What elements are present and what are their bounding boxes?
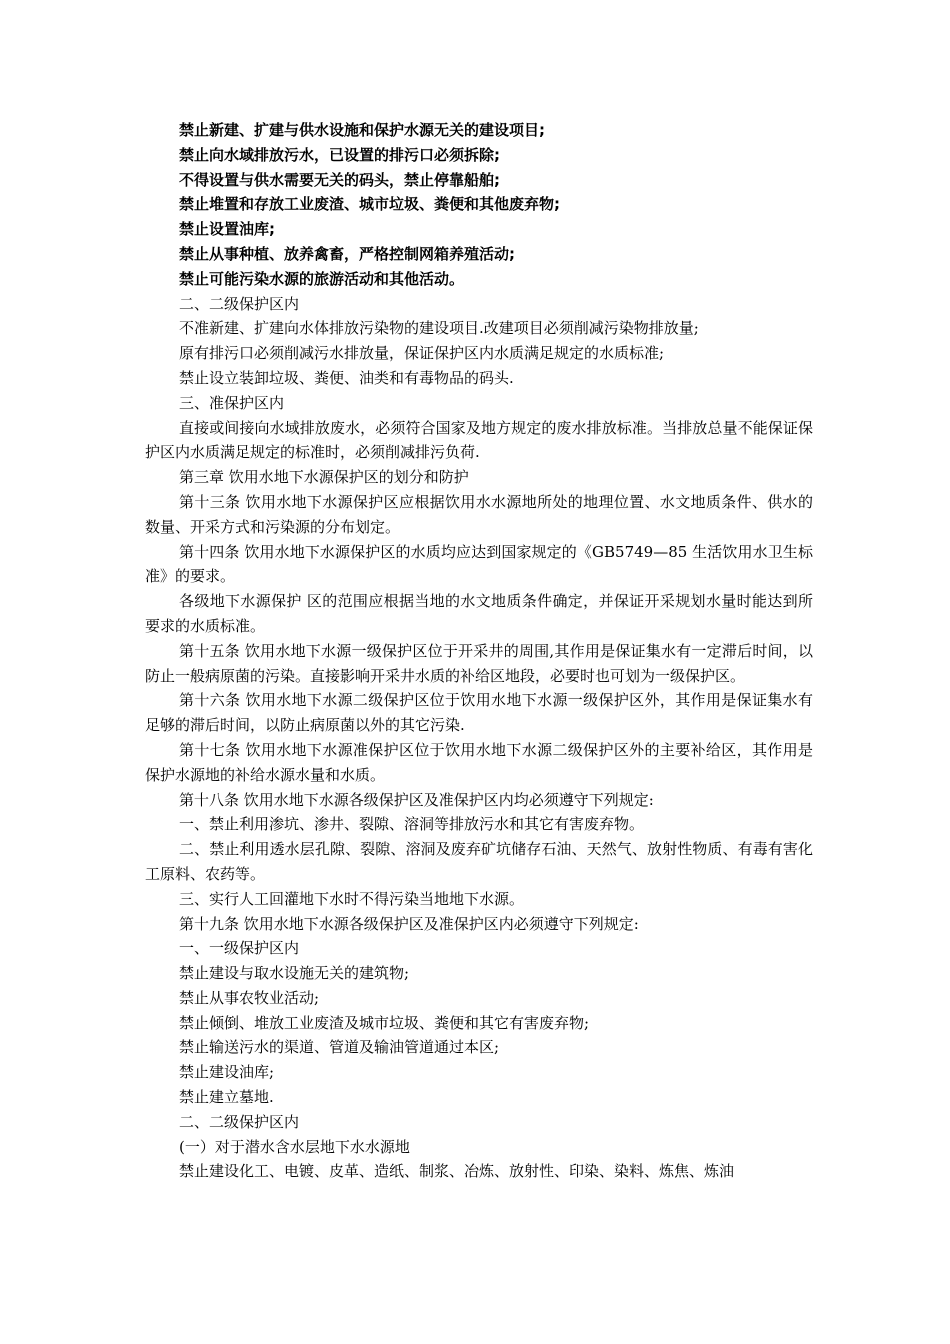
paragraph: 不准新建、扩建向水体排放污染物的建设项目.改建项目必须削减污染物排放量;	[179, 319, 699, 338]
paragraph: 直接或间接向水域排放废水，必须符合国家及地方规定的废水排放标准。当排放总量不能保证保护区内水质满足规定的标准时，必须削减排污负荷.	[145, 418, 813, 462]
paragraph: (一）对于潜水含水层地下水水源地	[179, 1137, 410, 1156]
paragraph: 第十八条 饮用水地下水源各级保护区及准保护区内均必须遵守下列规定:	[179, 790, 654, 809]
paragraph: 禁止从事农牧业活动;	[179, 988, 320, 1007]
paragraph: 禁止设立装卸垃圾、粪便、油类和有毒物品的码头.	[179, 368, 514, 387]
paragraph: 第十六条 饮用水地下水源二级保护区位于饮用水地下水源一级保护区外，其作用是保证集水有足够的滞后时间，以防止病原菌以外的其它污染.	[145, 691, 813, 735]
paragraph: 三、准保护区内	[179, 393, 285, 412]
paragraph: 第十五条 饮用水地下水源一级保护区位于开采井的周围,其作用是保证集水有一定滞后时间，以防止一般病原菌的污染。直接影响开采井水质的补给区地段，必要时也可划为一级保护区。	[145, 641, 813, 685]
paragraph: 第十九条 饮用水地下水源各级保护区及准保护区内必须遵守下列规定:	[179, 914, 639, 933]
paragraph: 禁止从事种植、放养禽畜，严格控制网箱养殖活动;	[179, 244, 516, 263]
paragraph: 禁止可能污染水源的旅游活动和其他活动。	[179, 269, 465, 288]
paragraph: 禁止输送污水的渠道、管道及输油管道通过本区;	[179, 1038, 500, 1057]
paragraph: 禁止堆置和存放工业废渣、城市垃圾、粪便和其他废弃物;	[179, 195, 561, 214]
document-page	[145, 118, 813, 1184]
paragraph: 二、二级保护区内	[179, 1112, 300, 1131]
paragraph: 禁止向水域排放污水，已设置的排污口必须拆除;	[179, 145, 501, 164]
paragraph: 禁止建立墓地.	[179, 1088, 274, 1107]
paragraph: 不得设置与供水需要无关的码头，禁止停靠船舶;	[179, 170, 501, 189]
paragraph: 第十四条 饮用水地下水源保护区的水质均应达到国家规定的《GB5749—85 生活饮用水卫生标准》的要求。	[145, 542, 813, 586]
paragraph: 禁止建设与取水设施无关的建筑物;	[179, 964, 410, 983]
paragraph: 第十七条 饮用水地下水源准保护区位于饮用水地下水源二级保护区外的主要补给区，其作用是保护水源地的补给水源水量和水质。	[145, 740, 813, 784]
paragraph: 禁止建设化工、电镀、皮革、造纸、制浆、冶炼、放射性、印染、染料、炼焦、炼油	[179, 1162, 735, 1181]
paragraph: 一、一级保护区内	[179, 939, 300, 958]
paragraph: 三、实行人工回灌地下水时不得污染当地地下水源。	[179, 889, 525, 908]
paragraph: 各级地下水源保护 区的范围应根据当地的水文地质条件确定，并保证开采规划水量时能达到所要求的水质标准。	[145, 592, 813, 635]
paragraph: 二、二级保护区内	[179, 294, 300, 313]
paragraph: 禁止建设油库;	[179, 1063, 275, 1082]
paragraph: 第三章 饮用水地下水源保护区的划分和防护	[179, 468, 469, 487]
paragraph: 原有排污口必须削减污水排放量，保证保护区内水质满足规定的水质标准;	[179, 344, 665, 363]
paragraph: 禁止倾倒、堆放工业废渣及城市垃圾、粪便和其它有害废弃物;	[179, 1013, 590, 1032]
paragraph: 一、禁止利用渗坑、渗井、裂隙、溶洞等排放污水和其它有害废弃物。	[179, 815, 645, 834]
paragraph: 禁止新建、扩建与供水设施和保护水源无关的建设项目;	[179, 121, 546, 139]
paragraph: 第十三条 饮用水地下水源保护区应根据饮用水水源地所处的地理位置、水文地质条件、供水的数量、开采方式和污染源的分布划定。	[145, 492, 813, 536]
paragraph: 二、禁止利用透水层孔隙、裂隙、溶洞及废弃矿坑储存石油、天然气、放射性物质、有毒有害化工原料、农药等。	[145, 840, 813, 883]
paragraph: 禁止设置油库;	[179, 220, 275, 239]
